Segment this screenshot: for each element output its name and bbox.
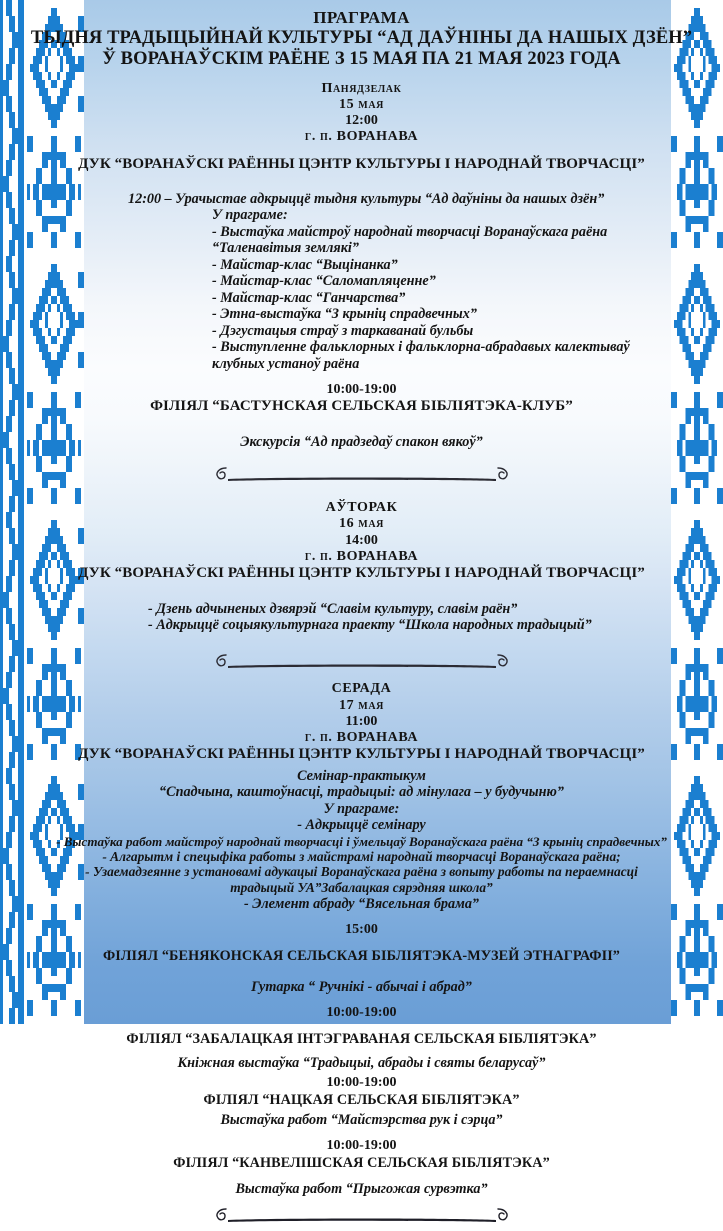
sub-time: 10:00-19:00 (326, 382, 397, 398)
list-item: - Адкрыццё семінару (297, 817, 426, 834)
entry-venue: ФІЛІЯЛ “ЗАБАЛАЦКАЯ ІНТЭГРАВАНАЯ СЕЛЬСКАЯ БІБЛІЯТЭКА” (126, 1031, 597, 1048)
day-name: Панядзелак (321, 80, 402, 96)
programme-lead: 12:00 – Урачыстае адкрыццё тыдня культуры “Ад даўніны да нашых дзён” (128, 190, 605, 207)
flourish-divider-icon (212, 464, 512, 490)
list-item: - Майстар-клас “Выцінанка” (212, 256, 398, 273)
entry-time: 10:00-19:00 (326, 1138, 397, 1154)
entry-venue: ФІЛІЯЛ “КАНВЕЛІШСКАЯ СЕЛЬСКАЯ БІБЛІЯТЭКА” (173, 1154, 550, 1171)
poster-title-block (0, 0, 723, 71)
entry-time: 10:00-19:00 (326, 1005, 397, 1021)
list-item: - Дзень адчыненых дзвярэй “Славім культуру, славім раён” (148, 600, 518, 617)
day-place: г. п. ВОРАНАВА (304, 730, 419, 746)
day-time: 12:00 (345, 113, 378, 129)
flourish-divider-icon (212, 1205, 512, 1231)
entry-time: 15:00 (345, 921, 378, 937)
list-item: - Выстаўка майстроў народнай творчасці Воранаўскага раёна (212, 223, 608, 240)
day-date: 16 мая (339, 516, 384, 532)
page-title: ПРАГРАМА (313, 8, 410, 27)
list-item: - Дэгустацыя страў з таркаванай бульбы (212, 322, 474, 339)
flourish-divider-icon (212, 651, 512, 677)
day-name: СЕРАДА (331, 681, 392, 697)
title-period-line: Ў ВОРАНАЎСКІМ РАЁНЕ З 15 МАЯ ПА 21 МАЯ 2023 ГОДА (102, 49, 621, 70)
day-block-tuesday (0, 500, 723, 633)
tuesday-list (0, 601, 723, 634)
sub-venue: ФІЛІЯЛ “БАСТУНСКАЯ СЕЛЬСКАЯ БІБЛІЯТЭКА-КЛУБ” (150, 398, 573, 415)
programme-label: У праграме: (212, 207, 288, 224)
day-date: 15 мая (339, 96, 384, 112)
entry-event: Гутарка “ Ручнікі - абычаі і абрад” (251, 978, 472, 995)
list-item: - Адкрыццё соцыякультурнага праекту “Школа народных традыцый” (148, 617, 592, 633)
flourish-divider (0, 1205, 723, 1231)
list-item: - Алгарытм і спецыфіка работы з майстрамі народнай творчасці Воранаўскага раёна; (102, 848, 621, 864)
day-name: АЎТОРАК (325, 500, 398, 516)
day-venue: ДУК “ВОРАНАЎСКІ РАЁННЫ ЦЭНТР КУЛЬТУРЫ І НАРОДНАЙ ТВОРЧАСЦІ” (78, 155, 645, 172)
list-item: “Таленавітыя землякі” (212, 240, 359, 257)
day-place: г. п. ВОРАНАВА (304, 129, 419, 145)
day-venue: ДУК “ВОРАНАЎСКІ РАЁННЫ ЦЭНТР КУЛЬТУРЫ І НАРОДНАЙ ТВОРЧАСЦІ” (78, 746, 645, 763)
flourish-divider (0, 464, 723, 490)
list-item: - Элемент абраду “Вясельная брама” (243, 895, 480, 912)
sub-event: Экскурсія “Ад прадзедаў спакон вякоў” (240, 433, 483, 450)
day-block-wednesday (0, 681, 723, 1197)
seminar-name: “Спадчына, каштоўнасці, традыцыі: ад мінулага – у будучыню” (159, 784, 564, 801)
list-item: - Выступленне фальклорных і фальклорна-абрадавых калектываў (212, 339, 630, 356)
programme-label: У праграме: (323, 800, 400, 817)
seminar-title: Семінар-практыкум (297, 767, 426, 784)
entry-time: 10:00-19:00 (326, 1075, 397, 1091)
list-item: традыцый УА”Забалацкая сярэдняя школа” (230, 879, 493, 895)
flourish-divider (0, 651, 723, 677)
list-item: - Выстаўка работ майстроў народнай творчасці і ўмельцаў Воранаўскага раёна “З крыніц спрадвечных” (56, 833, 667, 849)
day-venue: ДУК “ВОРАНАЎСКІ РАЁННЫ ЦЭНТР КУЛЬТУРЫ І НАРОДНАЙ ТВОРЧАСЦІ” (78, 565, 645, 582)
list-item: - Этна-выстаўка “З крыніц спрадвечных” (212, 306, 477, 323)
entry-event: Выстаўка работ “Прыгожая сурвэтка” (235, 1181, 488, 1198)
list-item: - Узаемадзеянне з установамі адукацыі Воранаўскага раёна з вопыту работы па пераемнасці (85, 864, 638, 880)
list-item: - Майстар-клас “Саломапляценне” (212, 273, 436, 290)
entry-venue: ФІЛІЯЛ “БЕНЯКОНСКАЯ СЕЛЬСКАЯ БІБЛІЯТЭКА-МУЗЕЙ ЭТНАГРАФІІ” (102, 948, 621, 965)
day-block-monday (0, 81, 723, 451)
day-time: 14:00 (345, 532, 378, 548)
monday-programme-list (0, 191, 723, 372)
entry-event: Кніжная выстаўка “Традыцыі, абрады і святы беларусаў” (177, 1054, 546, 1071)
title-subject-line: ТЫДНЯ ТРАДЫЦЫЙНАЙ КУЛЬТУРЫ “АД ДАЎНІНЫ ДА НАШЫХ ДЗЁН” (30, 27, 693, 48)
entry-event: Выстаўка работ “Майстэрства рук і сэрца” (220, 1112, 503, 1129)
day-time: 11:00 (345, 713, 378, 729)
list-item: клубных устаноў раёна (212, 355, 360, 372)
day-date: 17 мая (339, 697, 384, 713)
entry-venue: ФІЛІЯЛ “НАЦКАЯ СЕЛЬСКАЯ БІБЛІЯТЭКА” (203, 1091, 520, 1108)
list-item: - Майстар-клас “Ганчарства” (212, 289, 406, 306)
day-place: г. п. ВОРАНАВА (304, 548, 419, 564)
